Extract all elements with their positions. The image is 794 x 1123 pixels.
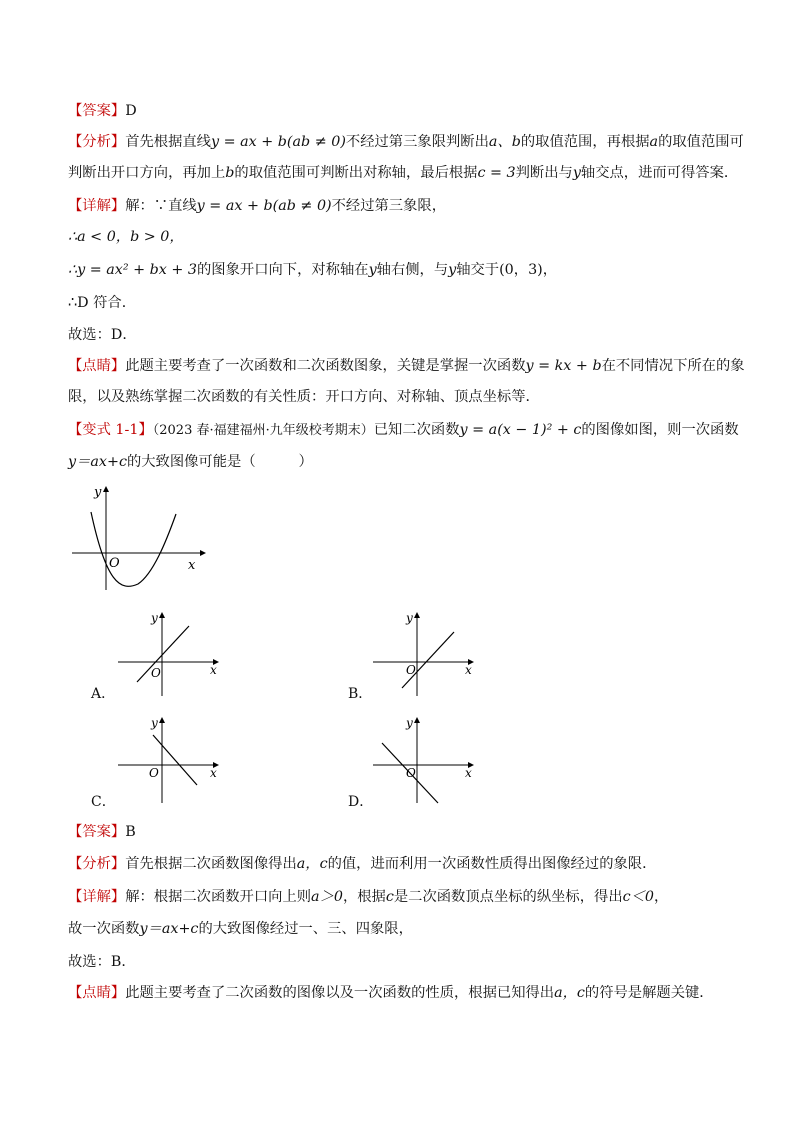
- line-graph: [153, 735, 197, 785]
- math-vars: a，c: [554, 985, 585, 1001]
- comment-tag: 【点睛】: [68, 985, 126, 1001]
- option-b-graph[interactable]: [370, 610, 480, 698]
- answer-line-2: [68, 822, 136, 842]
- math-eq: y = ax + b(ab ≠ 0): [210, 134, 346, 150]
- analysis-tag: 【分析】: [68, 856, 126, 872]
- line-graph: [137, 626, 189, 682]
- origin-label: O: [406, 663, 416, 677]
- text: ∴D 符合．: [68, 295, 136, 311]
- text: 的大致图像可能是（ ）: [126, 454, 313, 470]
- math-vars: a，c: [296, 856, 328, 872]
- math-ineq: a＞0: [311, 889, 343, 905]
- text: 的取值范围可判断出对称轴，最后根据: [234, 165, 478, 181]
- y-arrow: [159, 717, 165, 723]
- math-var: y: [448, 262, 457, 278]
- detail-line-4: [68, 293, 136, 313]
- text: 不经过第三象限判断出: [345, 134, 489, 150]
- answer-value: B: [125, 824, 136, 840]
- y-label: y: [151, 716, 158, 730]
- x-label: x: [465, 663, 472, 677]
- detail-line-1: [68, 196, 446, 216]
- detail-line-b3: [68, 952, 136, 972]
- option-c-graph[interactable]: [115, 715, 225, 805]
- comment-line-2: [68, 387, 540, 407]
- comment-line-1: [68, 356, 745, 376]
- origin-label: O: [149, 766, 159, 780]
- parabola-graph: [68, 482, 208, 594]
- y-label: y: [151, 611, 158, 625]
- text: 的符号是解题关键．: [584, 985, 714, 1001]
- text: 轴交点，进而可得答案．: [580, 165, 739, 181]
- y-label: y: [406, 611, 413, 625]
- text: 首先根据直线: [125, 134, 211, 150]
- option-a-graph[interactable]: [115, 610, 225, 698]
- text: 在不同情况下所在的象: [601, 358, 745, 374]
- text: 轴交于(0，3)，: [456, 262, 558, 278]
- answer-value: D: [125, 103, 137, 119]
- option-b-label[interactable]: B．: [348, 686, 373, 702]
- math-eq: y = a(x − 1)² + c: [459, 422, 582, 438]
- comment-tag: 【点睛】: [68, 358, 126, 374]
- variant-line-1: [68, 420, 739, 441]
- answer-tag: 【答案】: [68, 103, 126, 119]
- x-label: x: [210, 766, 217, 780]
- text: 判断出与: [515, 165, 573, 181]
- math-vars: a、b: [488, 134, 521, 150]
- detail-line-3: [68, 260, 557, 280]
- math-eq: ∴y = ax² + bx + 3: [68, 262, 198, 278]
- text: ，: [654, 889, 669, 905]
- parabola-curve: [91, 512, 176, 586]
- text: 判断出开口方向，再加上: [68, 165, 226, 181]
- y-label: y: [94, 485, 102, 500]
- y-label: y: [406, 716, 413, 730]
- math-var: y: [572, 165, 581, 181]
- analysis-line-b: [68, 854, 656, 874]
- comment-line-b: [68, 983, 714, 1003]
- answer-line-1: [68, 101, 137, 121]
- x-label: x: [210, 663, 217, 677]
- text: 限，以及熟练掌握二次函数的有关性质：开口方向、对称轴、顶点坐标等．: [68, 389, 540, 405]
- analysis-line-2: [68, 163, 738, 183]
- text: 解：∵直线: [125, 198, 197, 214]
- text: 此题主要考查了一次函数和二次函数图象，关键是掌握一次函数: [125, 358, 526, 374]
- option-c-label[interactable]: C．: [91, 794, 116, 810]
- detail-tag: 【详解】: [68, 198, 126, 214]
- analysis-tag: 【分析】: [68, 134, 126, 150]
- math-ineq: ∴a < 0，b > 0，: [68, 229, 184, 245]
- math-ineq: c＜0: [622, 889, 655, 905]
- text: ，根据: [342, 889, 386, 905]
- text: 的大致图像经过一、三、四象限，: [198, 921, 413, 937]
- math-eq: y＝ax+c: [68, 454, 127, 470]
- y-arrow: [159, 612, 165, 618]
- math-eq: y = kx + b: [525, 358, 602, 374]
- x-arrow: [200, 550, 206, 556]
- math-eq: y = ax + b(ab ≠ 0): [196, 198, 332, 214]
- text: 已知二次函数: [373, 422, 460, 438]
- text: 的值，进而利用一次函数性质得出图像经过的象限．: [327, 856, 657, 872]
- text: 故选：D．: [68, 327, 137, 343]
- x-label: x: [188, 558, 196, 573]
- text: 此题主要考查了二次函数的图像以及一次函数的性质，根据已知得出: [125, 985, 555, 1001]
- analysis-line-1: [68, 132, 744, 152]
- math-var: b: [225, 165, 235, 181]
- text: 首先根据二次函数图像得出: [125, 856, 297, 872]
- x-label: x: [465, 766, 472, 780]
- origin-label: O: [109, 556, 120, 571]
- math-eq: y＝ax+c: [139, 921, 199, 937]
- text: 的取值范围可: [658, 134, 744, 150]
- variant-source: （2023 春·福建福州·九年级校考期末）: [152, 423, 374, 438]
- text: 的图像如图，则一次函数: [581, 422, 739, 438]
- option-d-graph[interactable]: [370, 715, 480, 805]
- text: 不经过第三象限，: [331, 198, 446, 214]
- detail-tag: 【详解】: [68, 889, 126, 905]
- text: 的图象开口向下，对称轴在: [197, 262, 369, 278]
- y-arrow: [103, 486, 109, 492]
- text: 解：根据二次函数开口向上则: [125, 889, 312, 905]
- detail-line-5: [68, 325, 137, 345]
- text: 轴右侧，与: [376, 262, 449, 278]
- origin-label: O: [406, 766, 416, 780]
- detail-line-b2: [68, 919, 413, 939]
- math-eq: c = 3: [477, 165, 516, 181]
- line-graph: [402, 632, 454, 688]
- answer-tag: 【答案】: [68, 824, 126, 840]
- y-arrow: [414, 717, 420, 723]
- detail-line-2: [68, 227, 184, 247]
- text: 故选：B．: [68, 954, 136, 970]
- y-arrow: [414, 612, 420, 618]
- math-var: a: [649, 134, 659, 150]
- option-d-label[interactable]: D．: [348, 794, 374, 810]
- text: 故一次函数: [68, 921, 140, 937]
- math-var: y: [368, 262, 377, 278]
- variant-line-2: [68, 452, 313, 472]
- origin-label: O: [151, 666, 161, 680]
- math-var: c: [385, 889, 394, 905]
- option-a-label[interactable]: A．: [91, 686, 116, 702]
- text: 的取值范围，再根据: [520, 134, 650, 150]
- variant-tag: 【变式 1-1】: [68, 422, 153, 438]
- detail-line-b1: [68, 887, 668, 907]
- text: 是二次函数顶点坐标的纵坐标，得出: [393, 889, 623, 905]
